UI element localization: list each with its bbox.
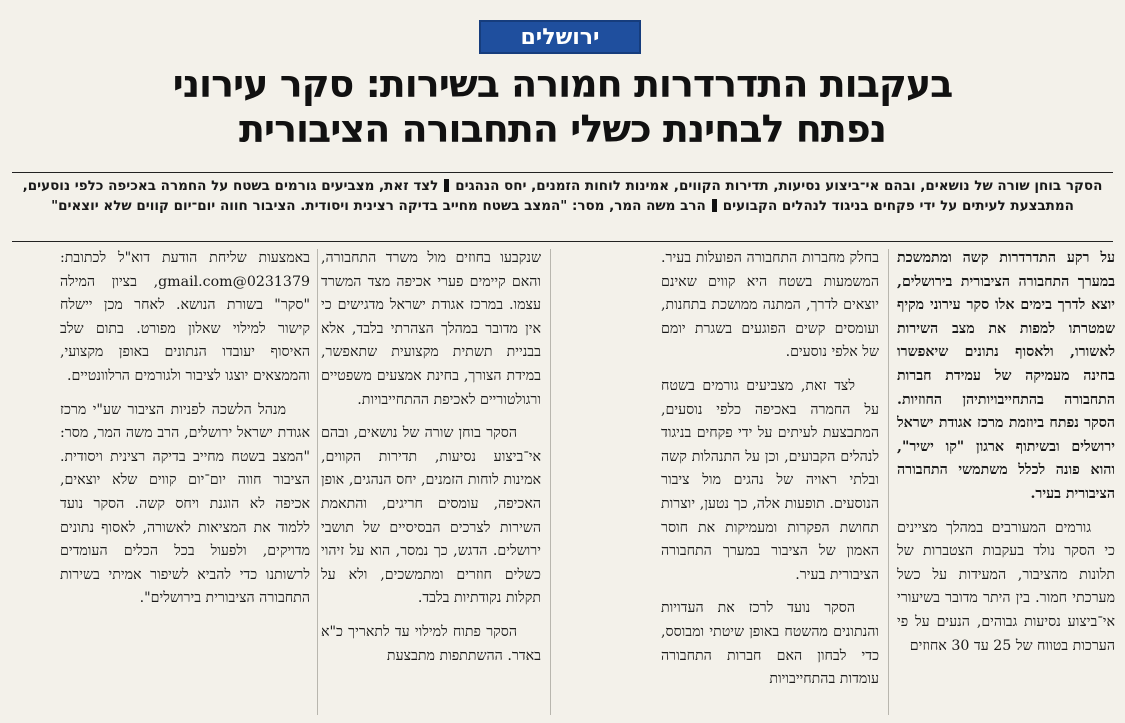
deck-separator (712, 199, 717, 212)
paragraph: שנקבעו בחוזים מול משרד התחבורה, והאם קיימים פערי אכיפה מצד המשרד עצמו. במרכז אגודת ישראל מדגישים כי אין מדובר במהלך הצהרתי בלבד, אלא בבניית תשתית מקצועית שתאפשר, במידת הצורך, בחינת אמצעים משפטיים ורגולטוריים לאכיפת ההתחייבויות. (321, 250, 541, 408)
headline (40, 62, 1085, 152)
subheadline-deck (12, 172, 1113, 242)
deck-part-1: הסקר בוחן שורה של נושאים, ובהם אי־ביצוע נסיעות, תדירות הקווים, אמינות לוחות הזמנים, יחס הנהגים (455, 178, 1103, 194)
column-divider (888, 249, 889, 715)
article-column-4 (60, 247, 310, 717)
paragraph: הסקר נועד לרכז את העדויות והנתונים מהשטח באופן שיטתי ומבוסס, כדי לבחון האם חברות התחבורה עומדות בהתחייבויות (661, 600, 879, 688)
section-tag: ירושלים (479, 20, 641, 54)
column-divider (550, 249, 551, 715)
paragraph: הסקר בוחן שורה של נושאים, ובהם אי־ביצוע נסיעות, תדירות הקווים, אמינות לוחות הזמנים, יחס הנהגים, אופן האכיפה, עומסים חריגים, והתאמת השירות לצרכים הבסיסיים של תושבי ירושלים. הדגש, כך נמסר, הוא על זיהוי כשלים חוזרים ומתמשכים, ולא על תקלות נקודתיות בלבד. (321, 425, 541, 607)
headline-line-1: בעקבות התדרדרות חמורה בשירות: סקר עירוני (172, 62, 953, 106)
deck-part-2: לצד זאת, מצביעים גורמים בשטח על החמרה באכיפה כלפי נוסעים, המתבצעת לעיתים על ידי פקחים בניגוד לנהלים הקבועים (22, 178, 1074, 214)
paragraph: גורמים המעורבים במהלך מציינים כי הסקר נולד בעקבות הצטברות של תלונות מהציבור, המעידות על כשל מערכתי חמור. בין היתר מדובר בשיעורי אי־ביצוע נסיעות גבוהים, הנעים על פי הערכות בטווח של 25 עד 30 אחוזים (897, 519, 1115, 654)
lead-paragraph: על רקע התדרדרות קשה ומתמשכת במערך התחבורה הציבורית בירושלים, יוצא לדרך בימים אלו סקר עירוני מקיף שמטרתו למפות את מצב השירות לאשורו, ולאסוף נתונים שיאפשרו בחינה מעמיקה של עמידת חברות התחבורה בהתחייבויותיהן החוזיות. הסקר נפתח ביוזמת מרכז אגודת ישראל ירושלים ובשיתוף ארגון "קו ישיר", והוא פונה לכלל משתמשי התחבורה הציבורית בעיר. (897, 250, 1115, 502)
article-column-1 (897, 247, 1115, 717)
column-divider (317, 249, 318, 715)
paragraph (897, 247, 1115, 507)
deck-separator (444, 179, 449, 192)
paragraph: הסקר פתוח למילוי עד לתאריך כ"א באדר. ההשתתפות מתבצעת (321, 623, 541, 664)
paragraph: מנהל הלשכה לפניות הציבור שע"י מרכז אגודת ישראל ירושלים, הרב משה המר, מסר: "המצב בשטח מחייב בדיקה רצינית ויסודית. הציבור חווה יום־יום קווים שלא יוצאים, אכיפה לא הוגנת ויחס קשה. הסקר נועד ללמוד את המציאות לאשורה, לאסוף נתונים מדויקים, ולפעול בכל הכלים העומדים לרשותנו כדי להביא לשיפור אמיתי בשירות התחבורה הציבורית בירושלים". (60, 401, 310, 607)
paragraph: באמצעות שליחת הודעת דוא"ל לכתובת: 0231379@gmail.com, בציון המילה "סקר" בשורת הנושא. לאחר מכן יישלח קישור למילוי שאלון מפורט. בתום שלב האיסוף יעובדו הנתונים באופן מקצועי, והממצאים יוצגו לציבור ולגורמים הרלוונטיים. (60, 250, 310, 384)
article-column-3 (321, 247, 541, 717)
headline-line-2: נפתח לבחינת כשלי התחבורה הציבורית (238, 107, 887, 151)
article-column-2 (661, 247, 879, 717)
deck-part-3: הרב משה המר, מסר: "המצב בשטח מחייב בדיקה רצינית ויסודית. הציבור חווה יום־יום קווים שלא יוצאים" (51, 198, 706, 214)
paragraph: בחלק מחברות התחבורה הפועלות בעיר. המשמעות בשטח היא קווים שאינם יוצאים לדרך, המתנה ממושכת בתחנות, ועומסים קשים הפוגעים בשגרת יומם של אלפי נוסעים. (661, 250, 879, 361)
paragraph: לצד זאת, מצביעים גורמים בשטח על החמרה באכיפה כלפי נוסעים, המתבצעת לעיתים על ידי פקחים בניגוד לנהלים הקבועים, וכן על התנהלות קשה ובלתי ראויה של נהגים מול ציבור הנוסעים. תופעות אלה, כך נטען, יוצרות תחושת הפקרות ומעמיקות את חוסר האמון של הציבור במערך התחבורה הציבורית בעיר. (661, 377, 879, 583)
